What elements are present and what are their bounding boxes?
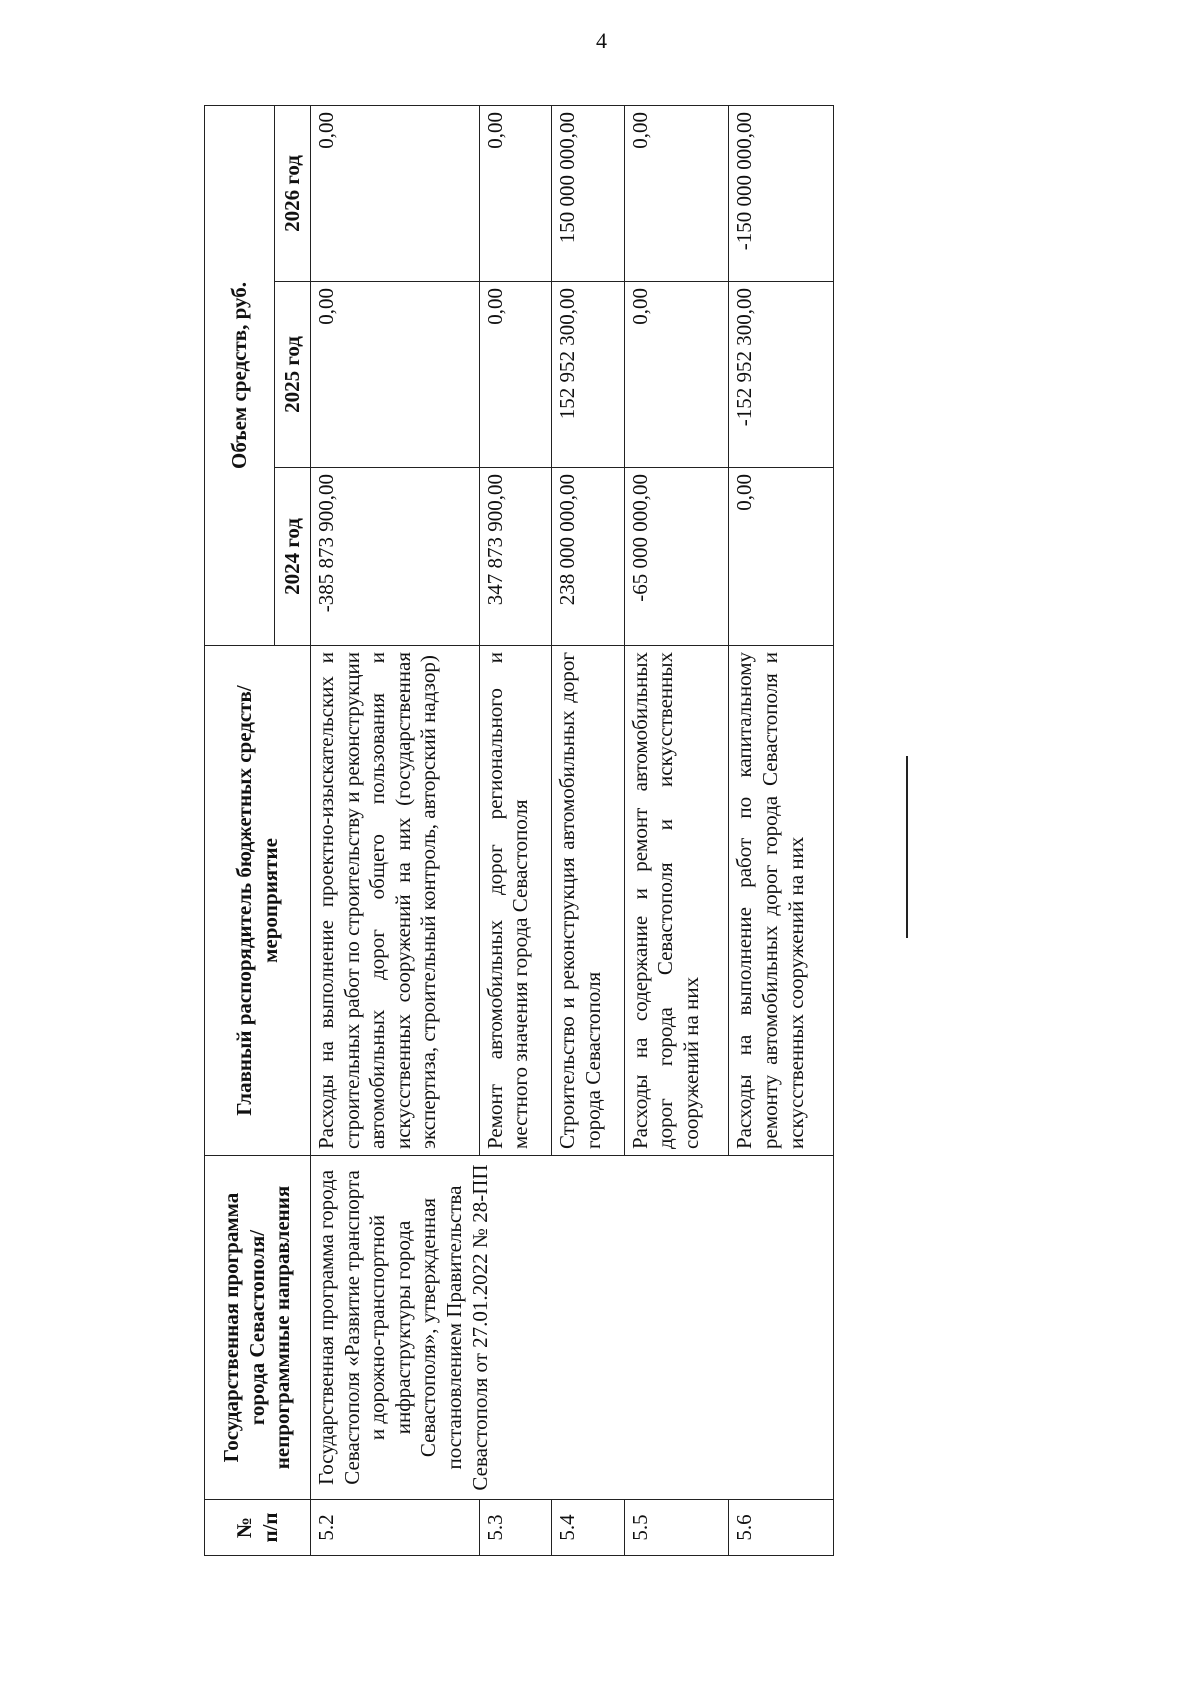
table-row [311,105,480,1555]
row-event: Расходы на выполнение работ по капитальному ремонту автомобильных дорог города Севастополя и искусственных сооружений на них [729,646,834,1156]
row-value-2024: 347 873 900,00 [479,468,552,646]
row-num: 5.2 [311,1500,480,1556]
row-value-2025: 0,00 [479,282,552,468]
header-year-2025: 2025 год [275,282,311,468]
header-event: Главный распорядитель бюджетных средств/мероприятие [205,646,311,1156]
header-year-2026: 2026 год [275,105,311,281]
row-value-2026: 150 000 000,00 [552,105,625,281]
header-num: № п/п [205,1500,311,1556]
rotated-landscape-page [204,106,834,1556]
row-value-2025: 0,00 [311,282,480,468]
program-cell: Государственная программа города Севастополя «Развитие транспорта и дорожно-транспортной инфраструктуры города Севастополя», утвержденная постановлением Правительства Севастополя от 27.01.2022 № 28-ПП [311,1156,834,1500]
page-number: 4 [596,28,607,53]
row-value-2026: -150 000 000,00 [729,105,834,281]
row-value-2024: 238 000 000,00 [552,468,625,646]
row-value-2025: 152 952 300,00 [552,282,625,468]
header-program: Государственная программа города Севастополя/непрограммные направления [205,1156,311,1500]
row-num: 5.6 [729,1500,834,1556]
row-num: 5.5 [624,1500,729,1556]
row-value-2024: 0,00 [729,468,834,646]
header-amount-group: Объем средств, руб. [205,105,275,645]
budget-table [204,105,834,1556]
header-year-2024: 2024 год [275,468,311,646]
row-event: Ремонт автомобильных дорог регионального и местного значения города Севастополя [479,646,552,1156]
end-separator-line [906,756,908,938]
row-value-2026: 0,00 [479,105,552,281]
row-num: 5.4 [552,1500,625,1556]
row-value-2025: 0,00 [624,282,729,468]
row-value-2025: -152 952 300,00 [729,282,834,468]
row-num: 5.3 [479,1500,552,1556]
row-value-2024: -65 000 000,00 [624,468,729,646]
row-event: Строительство и реконструкция автомобильных дорог города Севастополя [552,646,625,1156]
row-event: Расходы на выполнение проектно-изыскательских и строительных работ по строительству и реконструкции автомобильных дорог общего пользования и искусственных сооружений на них (государственная экспертиза, строительный контроль, авторский надзор) [311,646,480,1156]
row-value-2026: 0,00 [624,105,729,281]
row-value-2024: -385 873 900,00 [311,468,480,646]
row-event: Расходы на содержание и ремонт автомобильных дорог города Севастополя и искусственных сооружений на них [624,646,729,1156]
row-value-2026: 0,00 [311,105,480,281]
budget-table-container [204,106,834,1556]
